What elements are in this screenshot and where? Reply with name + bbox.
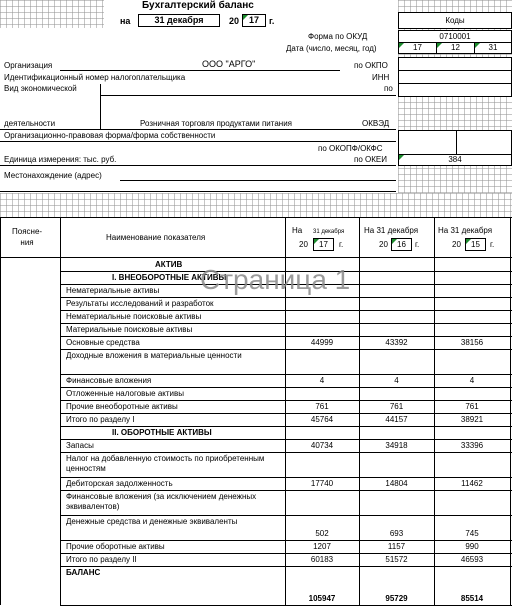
page-watermark: Страница 1 (200, 264, 351, 295)
section-heading: I. ВНЕОБОРОТНЫЕ АКТИВЫ (112, 273, 227, 282)
po-label: по (384, 84, 393, 93)
activity-value: Розничная торговля продуктами питания (140, 119, 293, 128)
date-suffix: г. (269, 16, 275, 26)
date-prefix: на (120, 16, 131, 26)
okved-label: ОКВЭД (362, 119, 390, 128)
table-value-cell: 1207 (313, 542, 331, 551)
header-grid-left (0, 0, 104, 28)
cell-marker-icon (399, 43, 404, 48)
table-value-cell: 4 (394, 376, 399, 385)
section-heading: II. ОБОРОТНЫЕ АКТИВЫ (112, 428, 212, 437)
org-label: Организация (4, 61, 53, 70)
header-col1-date: 31 декабря (313, 229, 345, 235)
table-value-cell: 38921 (460, 415, 484, 424)
unit-label: Единица измерения: тыс. руб. (4, 155, 117, 164)
table-row-label: Доходные вложения в материальные ценности (66, 351, 242, 360)
table-value-cell: 43392 (385, 338, 408, 347)
table-value-cell: 761 (465, 402, 479, 411)
date-year-prefix: 20 (229, 16, 240, 26)
total-row-label: БАЛАНС (66, 568, 101, 577)
activity-label-1: Вид экономической (4, 84, 77, 93)
date-year-code: 31 (474, 42, 512, 54)
table-value-cell: 1157 (387, 542, 406, 551)
okpo-value (398, 57, 512, 71)
table-row-label: Денежные средства и денежные эквиваленты (66, 517, 238, 526)
header-col2-g: г. (415, 240, 420, 249)
table-value-cell: 34918 (385, 441, 408, 450)
header-col2-year-prefix: 20 (379, 240, 388, 249)
document-title: Бухгалтерский баланс (142, 0, 254, 11)
okei-label: по ОКЕИ (354, 155, 387, 164)
okopf-value (398, 130, 457, 155)
table-row-label: Финансовые вложения (за исключением денежных эквивалентов) (66, 492, 257, 511)
okud-label: Форма по ОКУД (308, 32, 368, 41)
table-row-label: Итого по разделу II (66, 555, 137, 564)
org-name: ООО "АРГО" (202, 59, 256, 69)
table-value-cell: 4 (319, 376, 325, 385)
cell-marker-icon (314, 239, 319, 244)
table-row-label: Прочие внеоборотные активы (66, 402, 178, 411)
okud-value: 0710001 (398, 30, 512, 44)
header-col3-year: 15 (465, 238, 486, 251)
okpo-label: по ОКПО (354, 61, 388, 70)
cell-marker-icon (437, 43, 442, 48)
table-value-cell: 693 (389, 529, 404, 538)
table-row-label: Дебиторская задолженность (66, 479, 173, 488)
header-col3-year-prefix: 20 (452, 240, 461, 249)
table-value-cell: 40734 (310, 441, 334, 450)
table-value-cell: 990 (465, 542, 479, 551)
table-value-cell: 11462 (461, 479, 483, 488)
inn-label-right: ИНН (372, 73, 390, 82)
table-value-cell: 51572 (385, 555, 408, 564)
header-col3-top: На 31 декабря (438, 226, 493, 235)
date-month-code: 12 (436, 42, 475, 54)
table-row-label: Прочие оборотные активы (66, 542, 165, 551)
separator-grid-area (0, 193, 512, 217)
table-row-label: Основные средства (66, 338, 140, 347)
header-col2-top: На 31 декабря (364, 226, 419, 235)
header-col1-year-prefix: 20 (299, 240, 308, 249)
table-row-label: Материальные поисковые активы (66, 325, 193, 334)
codes-header: Коды (398, 12, 512, 29)
table-value-cell: 44999 (310, 338, 334, 347)
table-value-cell: 38156 (460, 338, 484, 347)
table-value-cell: 745 (465, 529, 479, 538)
table-value-cell: 95729 (385, 594, 408, 603)
table-row-label: Финансовые вложения (66, 376, 152, 385)
date-day-code: 17 (398, 42, 437, 54)
date-day-month: 31 декабря (138, 14, 220, 27)
table-row-label: Налог на добавленную стоимость по приобретенным ценностям (66, 454, 265, 473)
inn-value (398, 70, 512, 84)
okei-value: 384 (398, 154, 512, 166)
table-value-cell: 105947 (308, 594, 336, 603)
okfs-value (456, 130, 512, 155)
table-value-cell: 60183 (310, 555, 334, 564)
table-value-cell: 44157 (385, 415, 408, 424)
table-value-cell: 45764 (310, 415, 334, 424)
header-col2-year: 16 (391, 238, 412, 251)
header-col1-g: г. (339, 240, 344, 249)
table-row-label: Нематериальные поисковые активы (66, 312, 202, 321)
table-value-cell: 502 (315, 529, 329, 538)
header-notes: Поясне- ния (12, 227, 43, 247)
inn-label: Идентификационный номер налогоплательщика (4, 73, 186, 82)
cell-marker-icon (475, 43, 480, 48)
table-value-cell: 17740 (310, 479, 334, 488)
table-row-label: Нематериальные активы (66, 286, 160, 295)
header-indicator: Наименование показателя (106, 233, 206, 242)
okopf-label: по ОКОПФ/ОКФС (318, 144, 383, 153)
table-value-cell: 33396 (460, 441, 484, 450)
table-value-cell: 761 (315, 402, 329, 411)
table-row-label: Запасы (66, 441, 94, 450)
date-label: Дата (число, месяц, год) (286, 44, 377, 53)
header-col1-year: 17 (313, 238, 334, 251)
table-value-cell: 14804 (385, 479, 408, 488)
table-row-label: Итого по разделу I (66, 415, 135, 424)
table-row-label: Отложенные налоговые активы (66, 389, 184, 398)
legal-form-label: Организационно-правовая форма/форма собственности (4, 131, 216, 140)
address-label: Местонахождение (адрес) (4, 171, 102, 180)
table-row-label: Результаты исследований и разработок (66, 299, 214, 308)
header-col1-top: На (292, 226, 303, 235)
cell-marker-icon (392, 239, 397, 244)
date-year-suffix: 17 (242, 14, 266, 27)
section-heading: АКТИВ (155, 260, 183, 269)
activity-label-2: деятельности (4, 119, 56, 128)
table-value-cell: 4 (469, 376, 475, 385)
table-value-cell: 46593 (460, 555, 484, 564)
table-value-cell: 85514 (460, 594, 484, 603)
header-col3-g: г. (490, 240, 495, 249)
okved-value (398, 83, 512, 97)
cell-marker-icon (466, 239, 471, 244)
cell-marker-icon (243, 15, 248, 20)
cell-marker-icon (399, 155, 404, 160)
table-value-cell: 761 (389, 402, 404, 411)
